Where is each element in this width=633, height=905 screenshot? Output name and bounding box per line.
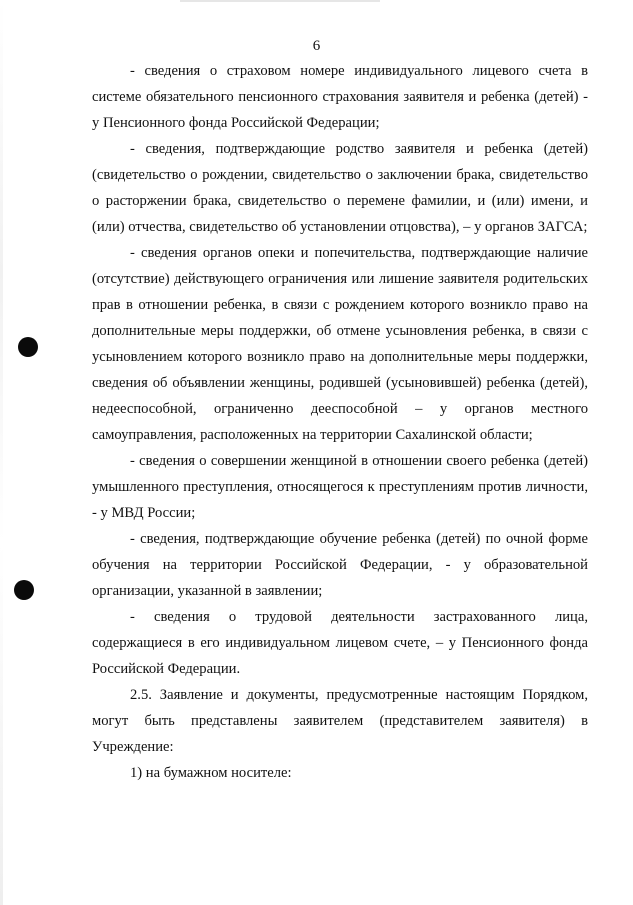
punch-hole bbox=[18, 337, 38, 357]
paragraph-snils-info: - сведения о страховом номере индивидуального лицевого счета в системе обязательного пенсионного страхования заявителя и ребенка (детей) - у Пенсионного фонда Российской Федерации; bbox=[92, 63, 588, 131]
scan-edge bbox=[0, 0, 3, 905]
document-body bbox=[92, 58, 588, 786]
punch-hole bbox=[14, 580, 34, 600]
paragraph-guardianship-info: - сведения органов опеки и попечительства, подтверждающие наличие (отсутствие) действующего ограничения или лишение заявителя родительских прав в отношении ребенка, в связи с рождением которого возникло право на дополнительные меры поддержки, об отмене усыновления ребенка, в связи с усыновлением которого возникло право на дополнительные меры поддержки, сведения об объявлении женщины, родившей (усыновившей) ребенка (детей), недееспособной, ограниченно дееспособной – у органов местного самоуправления, расположенных на территории Сахалинской области; bbox=[92, 245, 588, 443]
paragraph-paper-carrier: 1) на бумажном носителе: bbox=[130, 765, 292, 781]
paragraph-kinship-info: - сведения, подтверждающие родство заявителя и ребенка (детей) (свидетельство о рождении, свидетельство о заключении брака, свидетельство о расторжении брака, свидетельство о перемене фамилии, и (или) имени, и (или) отчества, свидетельство об установлении отцовства), – у органов ЗАГСА; bbox=[92, 141, 588, 235]
paragraph-education-info: - сведения, подтверждающие обучение ребенка (детей) по очной форме обучения на территории Российской Федерации, - у образовательной организации, указанной в заявлении; bbox=[92, 531, 588, 599]
paragraph-crime-info: - сведения о совершении женщиной в отношении своего ребенка (детей) умышленного преступления, относящегося к преступлениям против личности, - у МВД России; bbox=[92, 453, 588, 521]
paragraph-employment-info: - сведения о трудовой деятельности застрахованного лица, содержащиеся в его индивидуальном лицевом счете, – у Пенсионного фонда Российской Федерации. bbox=[92, 609, 588, 677]
paragraph-section-2-5: 2.5. Заявление и документы, предусмотренные настоящим Порядком, могут быть представлены заявителем (представителем заявителя) в Учреждение: bbox=[92, 687, 588, 755]
page-number: 6 bbox=[312, 38, 321, 54]
scan-top-edge bbox=[180, 0, 380, 2]
